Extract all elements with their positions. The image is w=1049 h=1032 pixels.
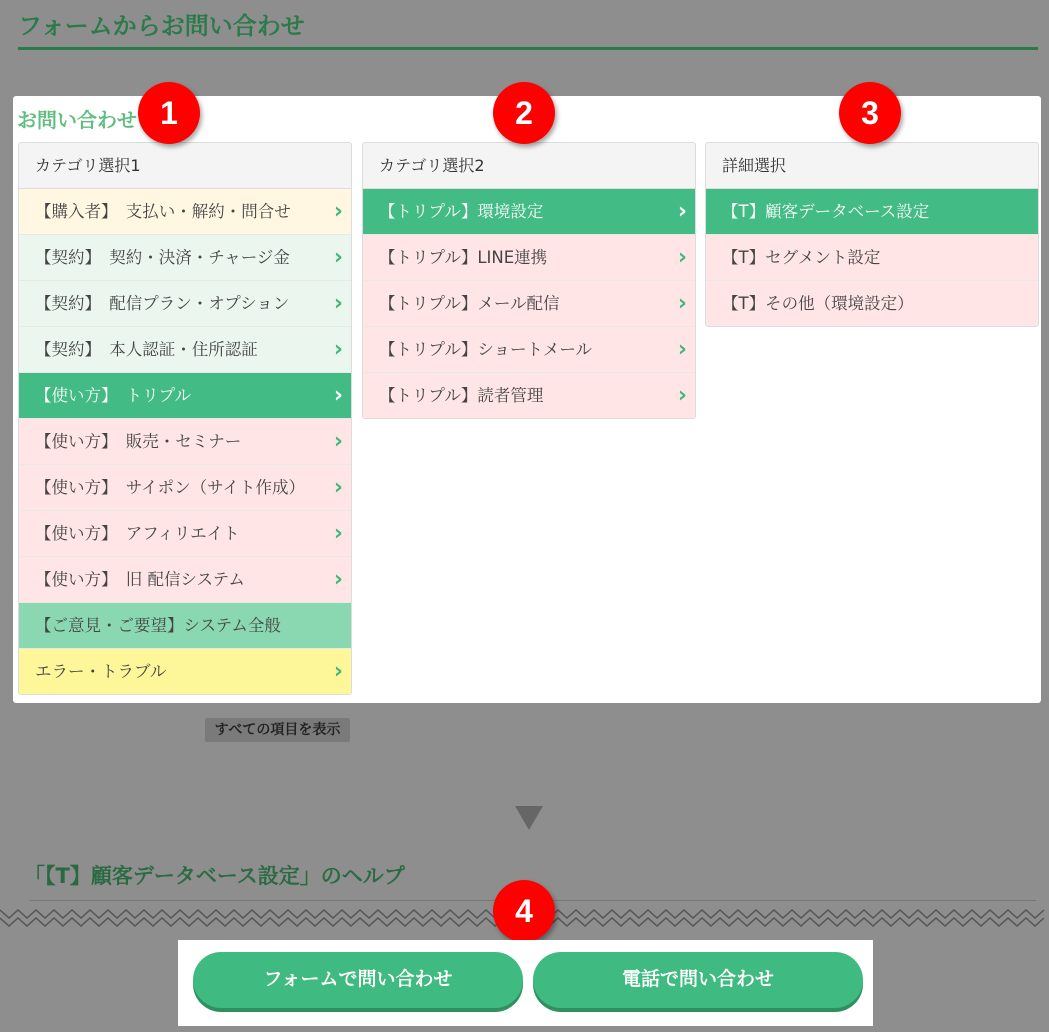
category-2-header: カテゴリ選択2 bbox=[363, 143, 695, 189]
list-item-label: 【契約】 配信プラン・オプション bbox=[35, 294, 290, 313]
arrow-down-icon bbox=[515, 806, 543, 830]
step-badge-2: 2 bbox=[493, 82, 555, 144]
list-item-label: エラー・トラブル bbox=[35, 662, 167, 681]
list-item[interactable] bbox=[363, 189, 695, 235]
chevron-right-icon: › bbox=[333, 429, 343, 454]
list-item[interactable] bbox=[19, 327, 351, 373]
list-item-label: 【トリプル】メール配信 bbox=[379, 294, 560, 313]
list-item-label: 【契約】 本人認証・住所認証 bbox=[35, 340, 258, 359]
step-badge-3: 3 bbox=[839, 82, 901, 144]
chevron-right-icon: › bbox=[333, 659, 343, 684]
chevron-right-icon: › bbox=[677, 199, 687, 224]
chevron-right-icon: › bbox=[333, 245, 343, 270]
list-item[interactable] bbox=[19, 557, 351, 603]
chevron-right-icon: › bbox=[677, 383, 687, 408]
list-item[interactable] bbox=[363, 281, 695, 327]
cta-box bbox=[178, 940, 873, 1026]
show-all-button[interactable]: すべての項目を表示 bbox=[205, 718, 350, 742]
list-item[interactable] bbox=[19, 603, 351, 649]
list-item[interactable] bbox=[363, 327, 695, 373]
list-item[interactable] bbox=[706, 235, 1038, 281]
list-item-label: 【使い方】 サイポン（サイト作成） bbox=[35, 478, 305, 497]
inquiry-panel bbox=[13, 96, 1041, 703]
list-item-label: 【使い方】 アフィリエイト bbox=[35, 524, 240, 543]
category-1-header: カテゴリ選択1 bbox=[19, 143, 351, 189]
list-item[interactable] bbox=[706, 281, 1038, 326]
list-item-label: 【トリプル】環境設定 bbox=[379, 202, 544, 221]
chevron-right-icon: › bbox=[333, 291, 343, 316]
list-item-label: 【T】セグメント設定 bbox=[722, 248, 881, 267]
list-item-label: 【T】顧客データベース設定 bbox=[722, 202, 930, 221]
chevron-right-icon: › bbox=[333, 475, 343, 500]
list-item-label: 【ご意見・ご要望】システム全般 bbox=[35, 616, 281, 635]
list-item[interactable] bbox=[706, 189, 1038, 235]
step-badge-4: 4 bbox=[493, 880, 555, 942]
list-item-label: 【トリプル】読者管理 bbox=[379, 386, 544, 405]
chevron-right-icon: › bbox=[333, 337, 343, 362]
list-item-label: 【使い方】 販売・セミナー bbox=[35, 432, 242, 451]
phone-inquiry-button[interactable]: 電話で問い合わせ bbox=[533, 952, 863, 1008]
step-badge-1: 1 bbox=[138, 82, 200, 144]
panel-title: お問い合わせ bbox=[17, 108, 137, 132]
chevron-right-icon: › bbox=[333, 567, 343, 592]
category-1-column bbox=[18, 142, 352, 695]
chevron-right-icon: › bbox=[677, 245, 687, 270]
list-item[interactable] bbox=[19, 235, 351, 281]
list-item[interactable] bbox=[19, 373, 351, 419]
list-item-label: 【T】その他（環境設定） bbox=[722, 294, 914, 313]
help-title: 「【T】顧客データベース設定」のヘルプ bbox=[24, 864, 405, 888]
page-heading: フォームからお問い合わせ bbox=[18, 10, 1038, 50]
list-item[interactable] bbox=[363, 373, 695, 418]
list-item[interactable] bbox=[19, 281, 351, 327]
detail-header: 詳細選択 bbox=[706, 143, 1038, 189]
list-item-label: 【使い方】 旧 配信システム bbox=[35, 570, 245, 589]
list-item-label: 【購入者】 支払い・解約・問合せ bbox=[35, 202, 291, 221]
chevron-right-icon: › bbox=[677, 291, 687, 316]
list-item[interactable] bbox=[19, 511, 351, 557]
list-item-label: 【契約】 契約・決済・チャージ金 bbox=[35, 248, 290, 267]
list-item[interactable] bbox=[19, 189, 351, 235]
detail-column bbox=[705, 142, 1039, 327]
list-item[interactable] bbox=[19, 419, 351, 465]
list-item-label: 【使い方】 トリプル bbox=[35, 386, 192, 405]
chevron-right-icon: › bbox=[333, 199, 343, 224]
list-item[interactable] bbox=[363, 235, 695, 281]
form-inquiry-button[interactable]: フォームで問い合わせ bbox=[193, 952, 523, 1008]
list-item-label: 【トリプル】LINE連携 bbox=[379, 248, 548, 267]
list-item[interactable] bbox=[19, 649, 351, 694]
chevron-right-icon: › bbox=[677, 337, 687, 362]
category-2-column bbox=[362, 142, 696, 419]
chevron-right-icon: › bbox=[333, 383, 343, 408]
chevron-right-icon: › bbox=[333, 521, 343, 546]
list-item-label: 【トリプル】ショートメール bbox=[379, 340, 593, 359]
list-item[interactable] bbox=[19, 465, 351, 511]
